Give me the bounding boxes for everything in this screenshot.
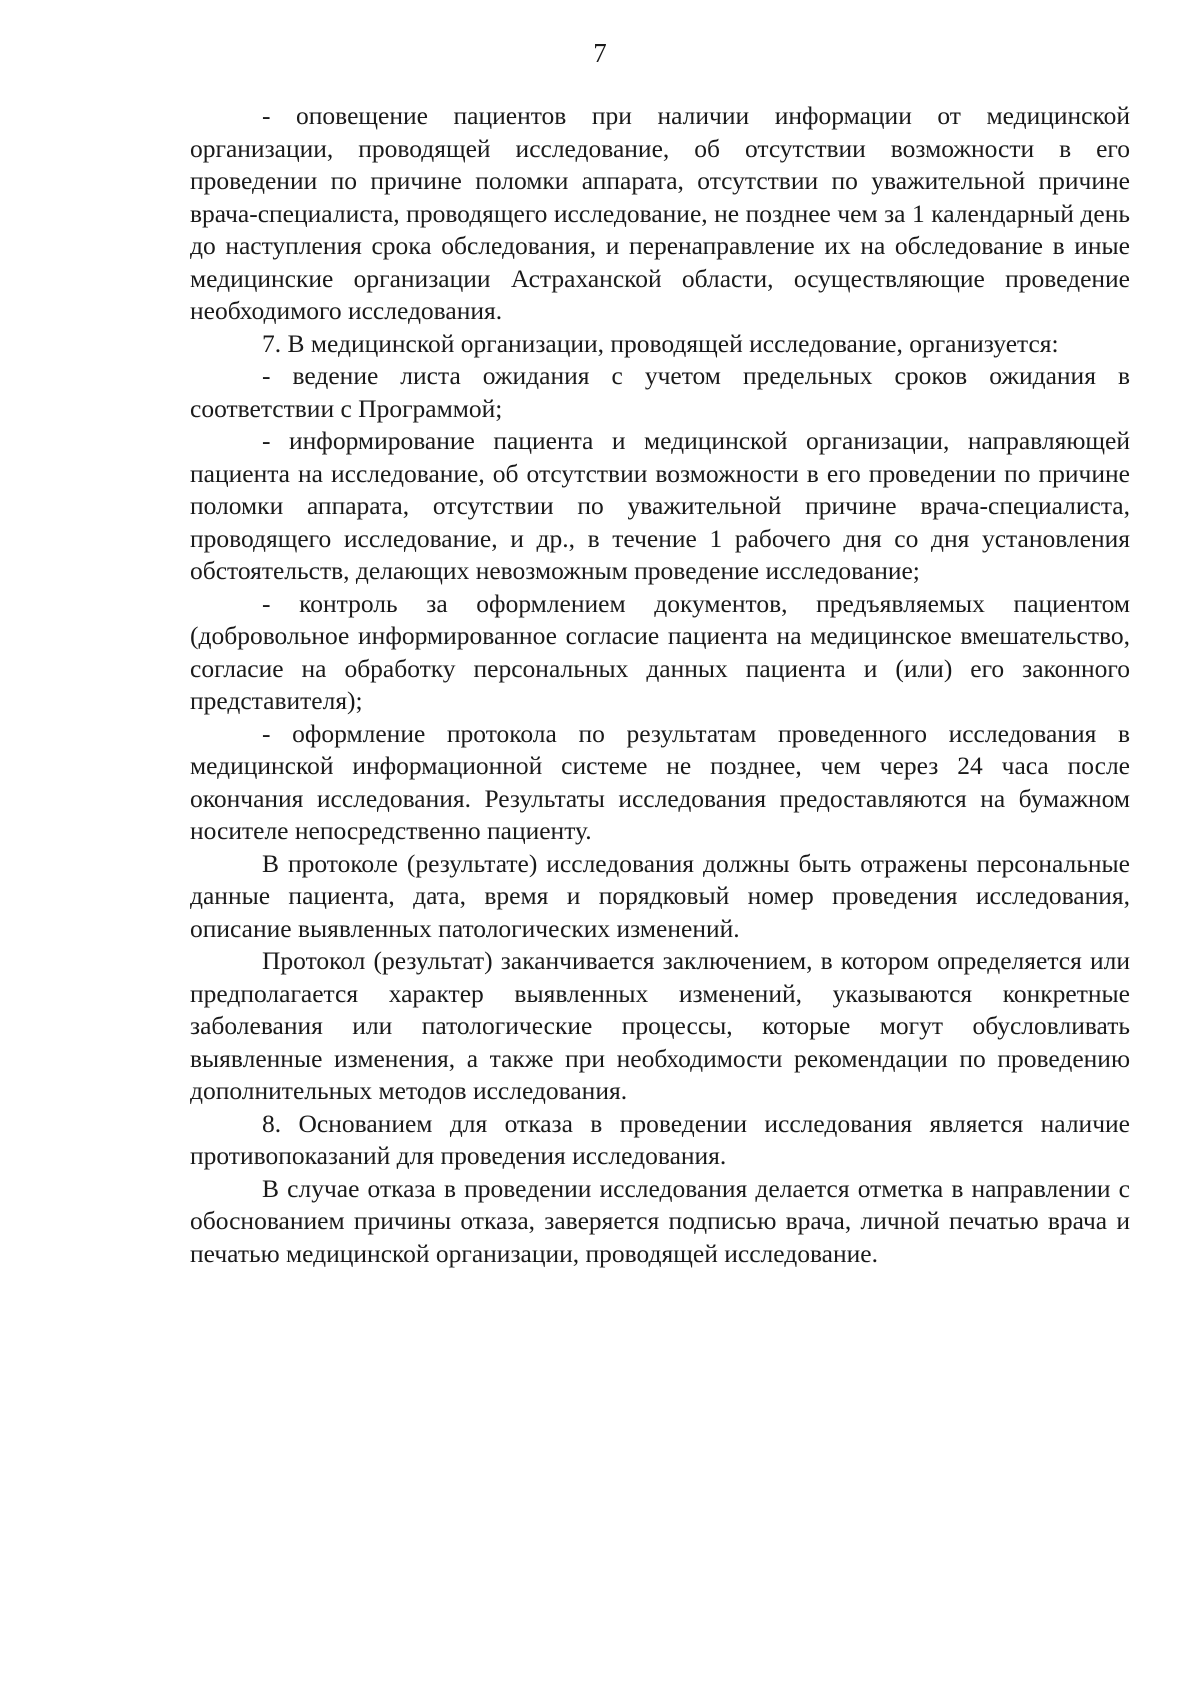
paragraph-item-7-intro: 7. В медицинской организации, проводящей исследование, организуется: — [262, 328, 1059, 358]
paragraph-document-control: - контроль за оформлением документов, предъявляемых пациентом (добровольное информированное согласие пациента на медицинское вмешательство, согласие на обработку персональных данных пациента и (или) его законного представителя); — [190, 588, 1130, 715]
paragraph-refusal-procedure: В случае отказа в проведении исследования делается отметка в направлении с обоснованием причины отказа, заверяется подписью врача, личной печатью врача и печатью медицинской организации, проводящей исследование. — [190, 1173, 1130, 1268]
paragraph-protocol-registration: - оформление протокола по результатам проведенного исследования в медицинской информационной системе не позднее, чем через 24 часа после окончания исследования. Результаты исследования предоставляются на бумажном носителе непосредственно пациенту. — [190, 718, 1130, 845]
document-body — [190, 100, 1130, 1270]
paragraph-item-8-refusal-basis: 8. Основанием для отказа в проведении исследования является наличие противопоказаний для проведения исследования. — [190, 1108, 1130, 1170]
paragraph-protocol-conclusion: Протокол (результат) заканчивается заключением, в котором определяется или предполагается характер выявленных изменений, указываются конкретные заболевания или патологические процессы, которые могут обусловливать выявленные изменения, а также при необходимости рекомендации по проведению дополнительных методов исследования. — [190, 946, 1130, 1105]
paragraph-waiting-list: - ведение листа ожидания с учетом предельных сроков ожидания в соответствии с Программой; — [190, 361, 1130, 423]
paragraph-informing: - информирование пациента и медицинской организации, направляющей пациента на исследование, об отсутствии возможности в его проведении по причине поломки аппарата, отсутствии по уважительной причине врача-специалиста, проводящего исследование, и др., в течение 1 рабочего дня со дня установления обстоятельств, делающих невозможным проведение исследование; — [190, 426, 1130, 585]
paragraph-patient-notification: - оповещение пациентов при наличии информации от медицинской организации, проводящей исследование, об отсутствии возможности в его проведении по причине поломки аппарата, отсутствии по уважительной причине врача-специалиста, проводящего исследование, не позднее чем за 1 календарный день до наступления срока обследования, и перенаправление их на обследование в иные медицинские организации Астраханской области, осуществляющие проведение необходимого исследования. — [190, 101, 1130, 325]
page-number: 7 — [593, 38, 607, 68]
paragraph-protocol-content: В протоколе (результате) исследования должны быть отражены персональные данные пациента, дата, время и порядковый номер проведения исследования, описание выявленных патологических изменений. — [190, 848, 1130, 943]
